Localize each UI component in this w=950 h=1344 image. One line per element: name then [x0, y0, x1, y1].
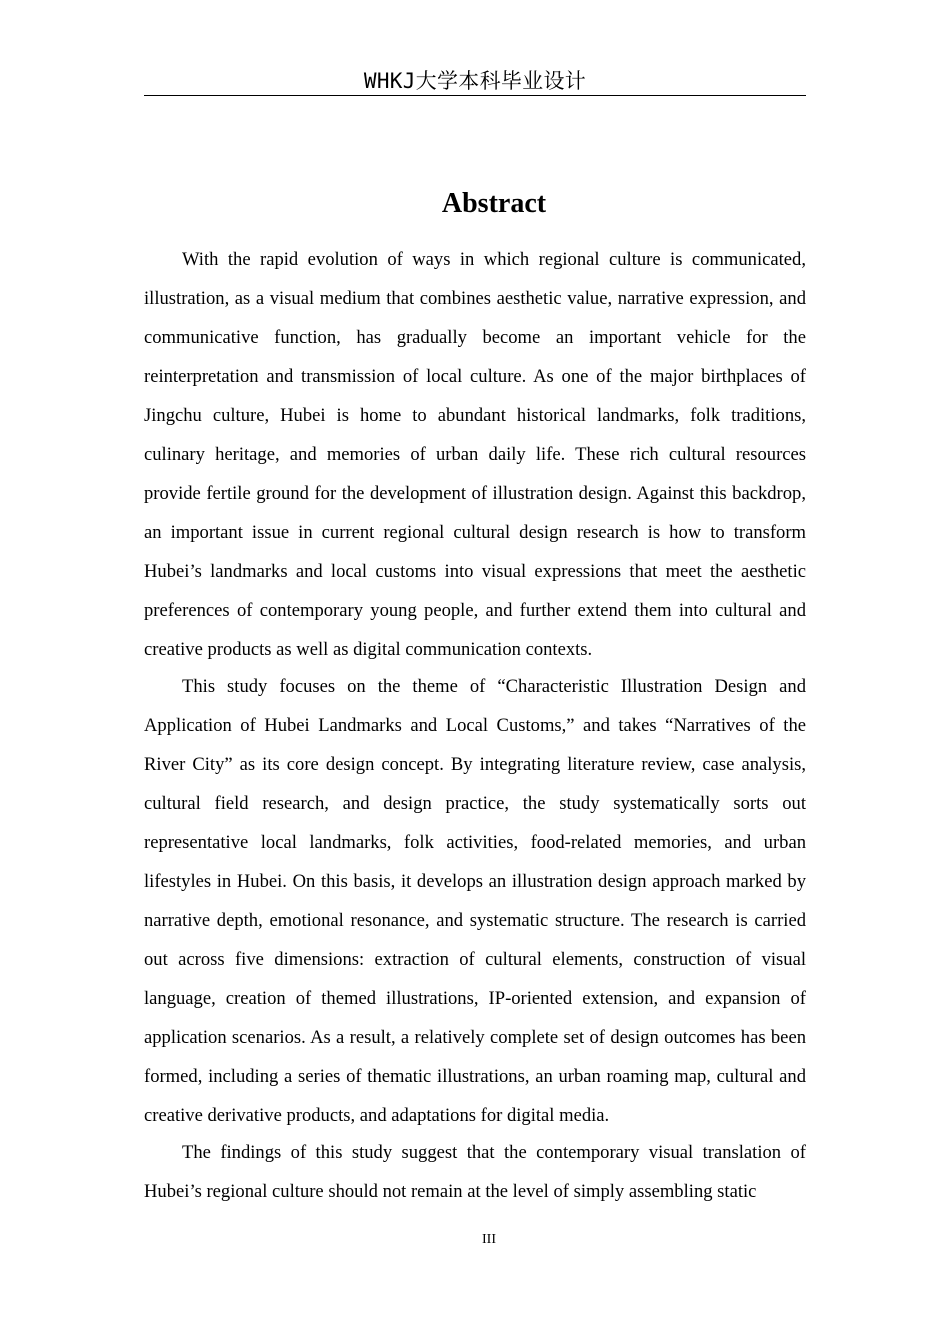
- header-title: WHKJ大学本科毕业设计: [363, 69, 587, 93]
- page-header: [144, 66, 806, 96]
- abstract-heading: Abstract: [441, 188, 547, 219]
- abstract-paragraph-2: This study focuses on the theme of “Characteristic Illustration Design and Application of Hubei Landmarks and Local Customs,” and takes “Narratives of the River City” as its core design concept. By integrating literature review, case analysis, cultural field research, and design practice, the study systematically sorts out representative local landmarks, folk activities, food-related memories, and urban lifestyles in Hubei. On this basis, it develops an illustration design approach marked by narrative depth, emotional resonance, and systematic structure. The research is carried out across five dimensions: extraction of cultural elements, construction of visual language, creation of themed illustrations, IP-oriented extension, and expansion of application scenarios. As a result, a relatively complete set of design outcomes has been formed, including a series of thematic illustrations, an urban roaming map, cultural and creative derivative products, and adaptations for digital media.: [144, 676, 806, 1126]
- abstract-body: [144, 240, 806, 1209]
- page-number: III: [482, 1232, 496, 1247]
- abstract-paragraph-1: With the rapid evolution of ways in which regional culture is communicated, illustration, as a visual medium that combines aesthetic value, narrative expression, and communicative function, has gradually become an important vehicle for the reinterpretation and transmission of local culture. As one of the major birthplaces of Jingchu culture, Hubei is home to abundant historical landmarks, folk traditions, culinary heritage, and memories of urban daily life. These rich cultural resources provide fertile ground for the development of illustration design. Against this backdrop, an important issue in current regional cultural design research is how to transform Hubei’s landmarks and local customs into visual expressions that meet the aesthetic preferences of contemporary young people, and further extend them into cultural and creative products as well as digital communication contexts.: [144, 249, 806, 660]
- abstract-paragraph-3: The findings of this study suggest that the contemporary visual translation of Hubei’s regional culture should not remain at the level of simply assembling static: [144, 1142, 806, 1202]
